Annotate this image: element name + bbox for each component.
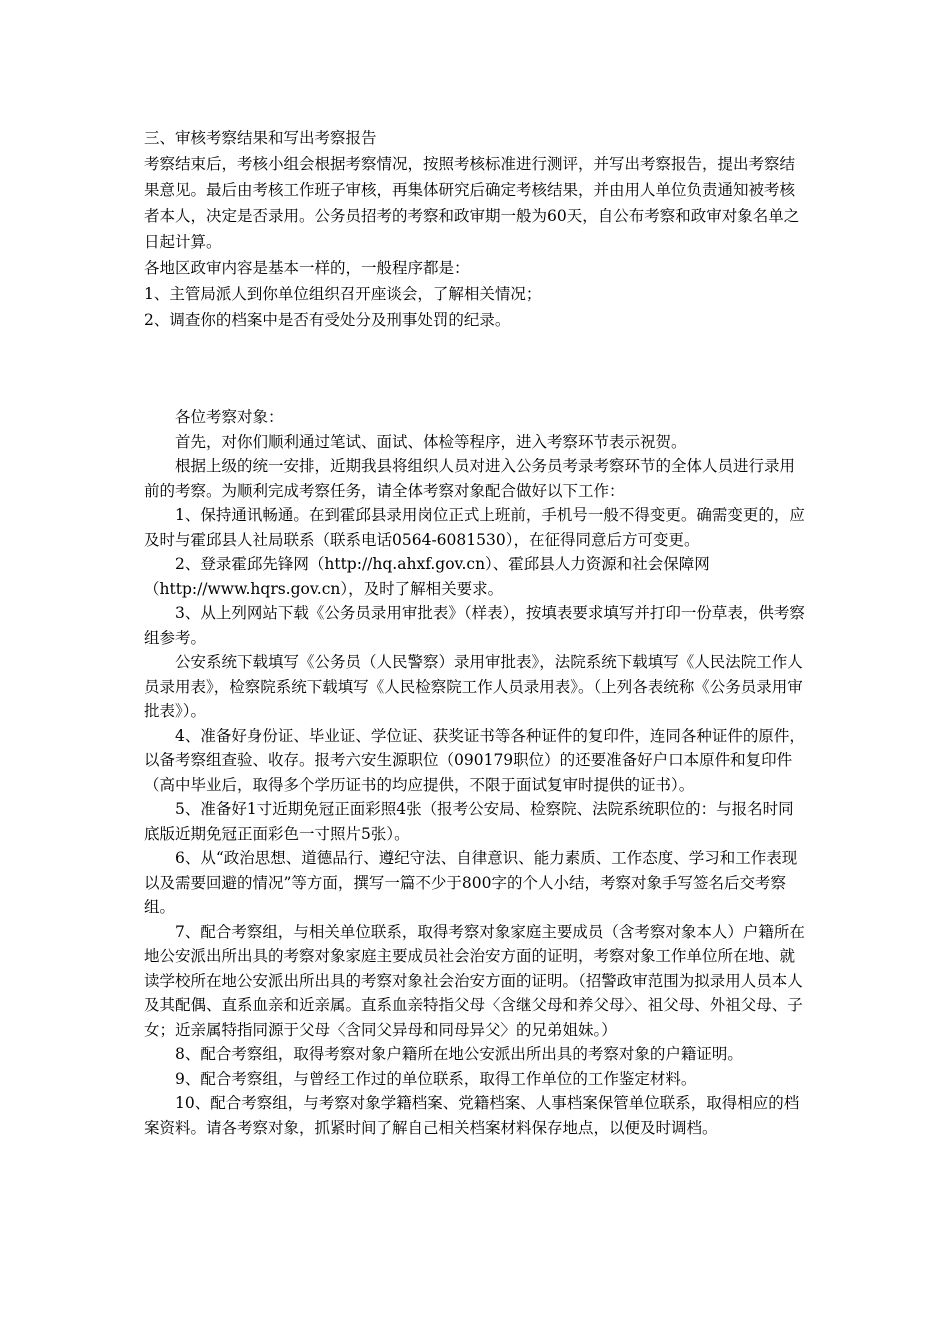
salutation: 各位考察对象： <box>175 408 284 426</box>
list-item: 7、配合考察组，与相关单位联系，取得考察对象家庭主要成员（含考察对象本人）户籍所在地公安派出所出具的考察对象家庭主要成员社会治安方面的证明，考察对象工作单位所在地、就读学校所在地公安派出所出具的考察对象社会治安方面的证明。（招警政审范围为拟录用人员本人及其配偶、直系血亲和近亲属。直系血亲特指父母〈含继父母和养父母〉、祖父母、外祖父母、子女；近亲属特指同源于父母〈含同父异母和同母异父〉的兄弟姐妹。） <box>144 922 805 1039</box>
paragraph: 首先，对你们顺利通过笔试、面试、体检等程序，进入考察环节表示祝贺。 <box>175 432 687 451</box>
list-item: 1、保持通讯畅通。在到霍邱县录用岗位正式上班前，手机号一般不得变更。确需变更的，应及时与霍邱县人社局联系（联系电话0564-6081530），在征得同意后方可变更。 <box>144 506 805 549</box>
section-notice <box>144 405 808 1140</box>
list-item: 10、配合考察组，与考察对象学籍档案、党籍档案、人事档案保管单位联系，取得相应的档案资料。请各考察对象，抓紧时间了解自己相关档案材料保存地点，以便及时调档。 <box>144 1094 800 1137</box>
list-item: 2、登录霍邱先锋网（http://hq.ahxf.gov.cn）、霍邱县人力资源和社会保障网（http://www.hqrs.gov.cn），及时了解相关要求。 <box>144 555 710 598</box>
list-item: 9、配合考察组，与曾经工作过的单位联系，取得工作单位的工作鉴定材料。 <box>175 1069 697 1088</box>
list-item: 3、从上列网站下载《公务员录用审批表》（样表），按填表要求填写并打印一份草表，供考察组参考。 <box>144 604 805 647</box>
paragraph: 公安系统下载填写《公务员（人民警察）录用审批表》，法院系统下载填写《人民法院工作人员录用表》，检察院系统下载填写《人民检察院工作人员录用表》。（上列各表统称《公务员录用审批表》）。 <box>144 653 803 720</box>
paragraph: 根据上级的统一安排，近期我县将组织人员对进入公务员考录考察环节的全体人员进行录用前的考察。为顺利完成考察任务，请全体考察对象配合做好以下工作： <box>144 457 796 500</box>
document-page <box>144 125 808 1140</box>
list-item: 1、主管局派人到你单位组织召开座谈会，了解相关情况； <box>144 285 542 303</box>
section-heading: 三、审核考察结果和写出考察报告 <box>144 129 377 147</box>
list-item: 2、调查你的档案中是否有受处分及刑事处罚的纪录。 <box>144 311 511 329</box>
list-item: 6、从“政治思想、道德品行、遵纪守法、自律意识、能力素质、工作态度、学习和工作表现以及需要回避的情况”等方面，撰写一篇不少于800字的个人小结，考察对象手写签名后交考察组。 <box>144 849 798 916</box>
paragraph: 考察结束后，考核小组会根据考察情况，按照考核标准进行测评，并写出考察报告，提出考察结果意见。最后由考核工作班子审核，再集体研究后确定考核结果，并由用人单位负责通知被考核者本人，决定是否录用。公务员招考的考察和政审期一般为60天，自公布考察和政审对象名单之日起计算。 <box>144 155 800 251</box>
section-review-results <box>144 125 808 333</box>
list-item: 4、准备好身份证、毕业证、学位证、获奖证书等各种证件的复印件，连同各种证件的原件，以备考察组查验、收存。报考六安生源职位（090179职位）的还要准备好户口本原件和复印件（高中毕业后，取得多个学历证书的均应提供，不限于面试复审时提供的证书）。 <box>144 726 805 794</box>
list-item: 8、配合考察组，取得考察对象户籍所在地公安派出所出具的考察对象的户籍证明。 <box>175 1045 743 1063</box>
list-item: 5、准备好1寸近期免冠正面彩照4张（报考公安局、检察院、法院系统职位的：与报名时同底版近期免冠正面彩色一寸照片5张）。 <box>144 800 794 843</box>
paragraph: 各地区政审内容是基本一样的，一般程序都是： <box>144 259 470 277</box>
